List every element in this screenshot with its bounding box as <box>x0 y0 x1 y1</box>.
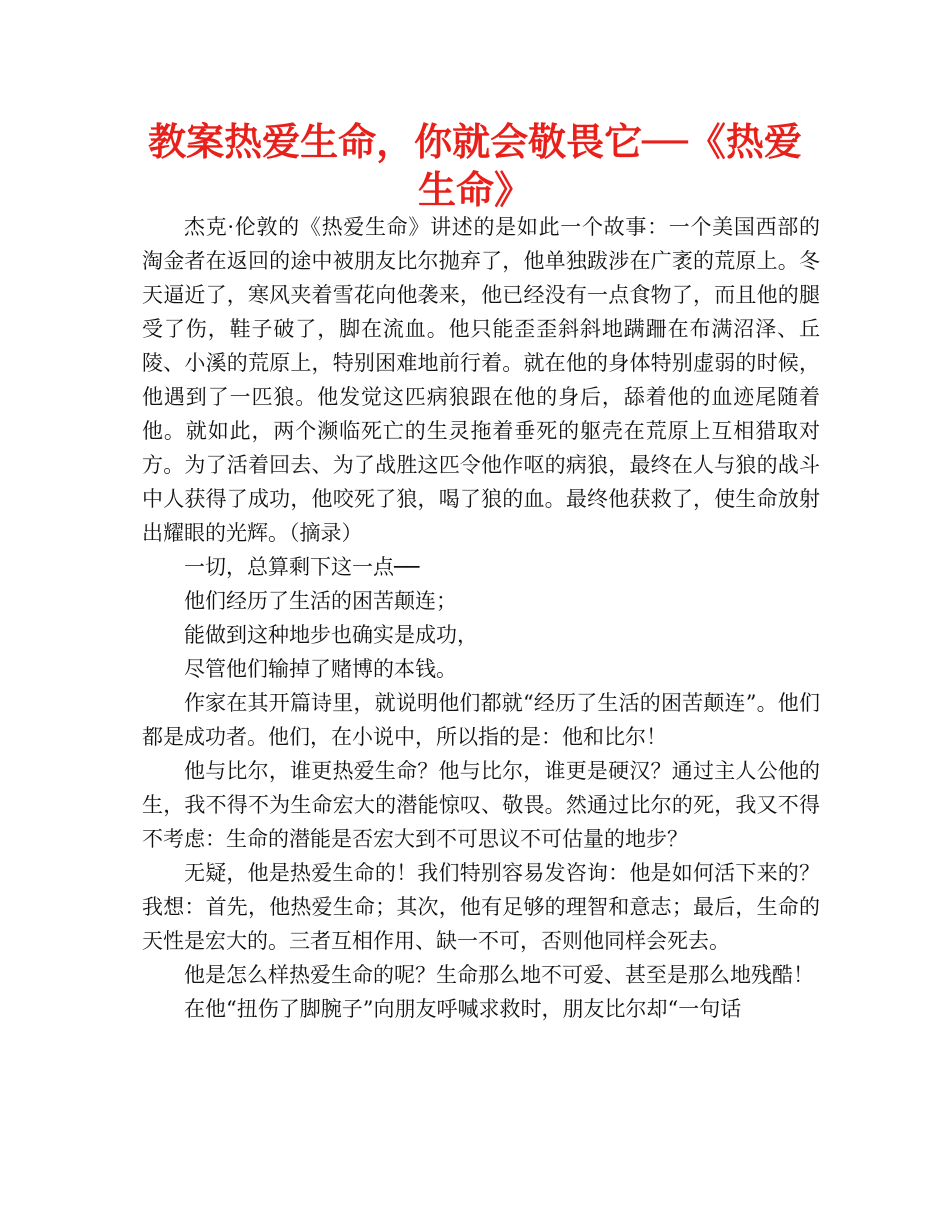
document-body <box>142 210 820 1026</box>
paragraph-opening-poem: 作家在其开篇诗里，就说明他们都就“经历了生活的困苦颠连”。他们都是成功者。他们，在小说中，所以指的是：他和比尔！ <box>142 691 820 749</box>
paragraph-comparison: 他与比尔，谁更热爱生命？他与比尔，谁更是硬汉？通过主人公他的生，我不得不为生命宏大的潜能惊叹、敬畏。然通过比尔的死，我又不得不考虑：生命的潜能是否宏大到不可思议不可估量的地步？ <box>142 759 820 851</box>
poem-line-1: 一切，总算剩下这一点── <box>184 555 420 579</box>
paragraph-question: 他是怎么样热爱生命的呢？生命那么地不可爱、甚至是那么地残酷！ <box>184 963 814 987</box>
paragraph-injury: 在他“扭伤了脚腕子”向朋友呼喊求救时，朋友比尔却“一句话 <box>184 997 742 1021</box>
poem-line-4: 尽管他们输掉了赌博的本钱。 <box>184 657 457 681</box>
document-title: 教案热爱生命，你就会敬畏它──《热爱生命》 <box>148 120 802 212</box>
poem-line-3: 能做到这种地步也确实是成功， <box>184 623 478 647</box>
paragraph-story-summary: 杰克·伦敦的《热爱生命》讲述的是如此一个故事：一个美国西部的淘金者在返回的途中被朋友比尔抛弃了，他单独跋涉在广袤的荒原上。冬天逼近了，寒风夹着雪花向他袭来，他已经没有一点食物了，而且他的腿受了伤，鞋子破了，脚在流血。他只能歪歪斜斜地蹒跚在布满沼泽、丘陵、小溪的荒原上，特别困难地前行着。就在他的身体特别虚弱的时候，他遇到了一匹狼。他发觉这匹病狼跟在他的身后，舔着他的血迹尾随着他。就如此，两个濒临死亡的生灵拖着垂死的躯壳在荒原上互相猎取对方。为了活着回去、为了战胜这匹令他作呕的病狼，最终在人与狼的战斗中人获得了成功，他咬死了狼，喝了狼的血。最终他获救了，使生命放射出耀眼的光辉。（摘录） <box>142 215 820 545</box>
paragraph-survival: 无疑，他是热爱生命的！我们特别容易发咨询：他是如何活下来的？我想：首先，他热爱生命；其次，他有足够的理智和意志；最后，生命的天性是宏大的。三者互相作用、缺一不可，否则他同样会死去。 <box>142 861 820 953</box>
poem-line-2: 他们经历了生活的困苦颠连； <box>184 589 457 613</box>
